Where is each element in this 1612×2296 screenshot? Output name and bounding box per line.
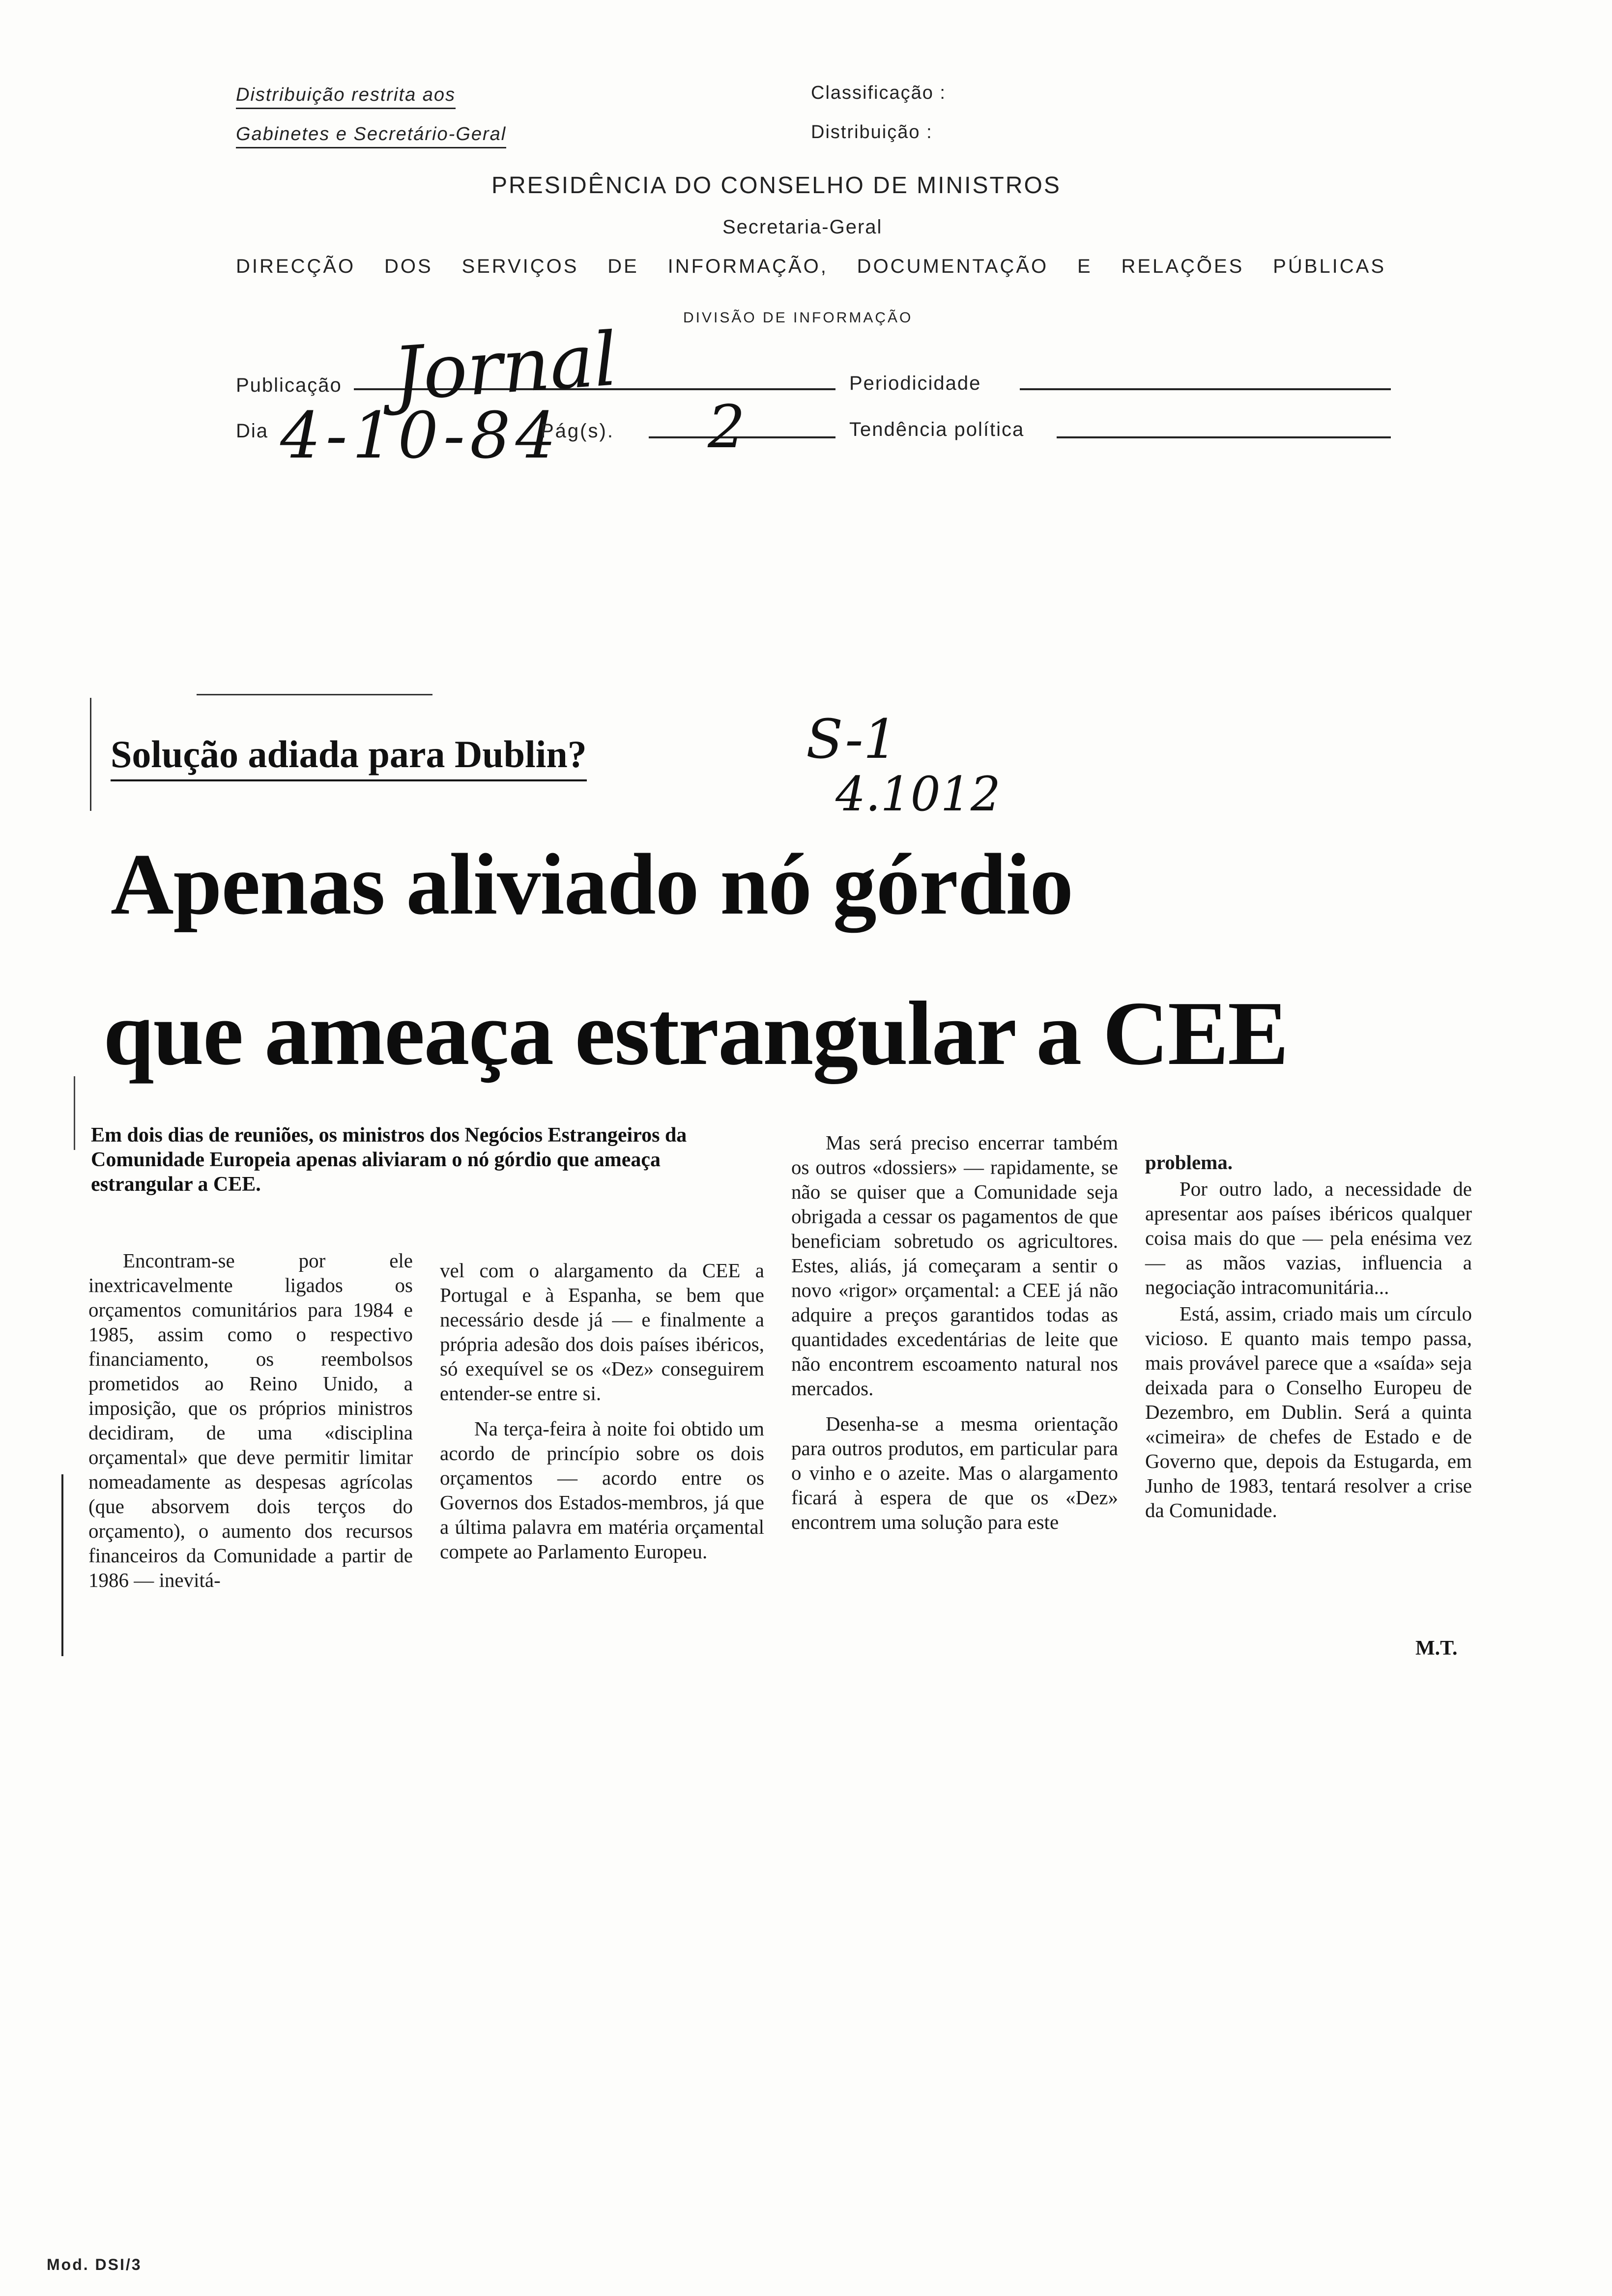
- clipping-edge-column-1: [61, 1474, 63, 1656]
- restriction-line-2: Gabinetes e Secretário-Geral: [236, 124, 506, 148]
- handwritten-note-line-2: 4.1012: [835, 767, 1001, 822]
- article-column-1: [88, 1248, 413, 1592]
- day-handwritten: 4-10-84: [280, 398, 561, 473]
- division: DIVISÃO DE INFORMAÇÃO: [683, 310, 913, 326]
- political-field-line: [1057, 436, 1391, 438]
- org-title: PRESIDÊNCIA DO CONSELHO DE MINISTROS: [491, 172, 1061, 199]
- article-kicker: Solução adiada para Dublin?: [111, 732, 587, 781]
- article-signature: M.T.: [1415, 1637, 1458, 1660]
- column-4-paragraph-1: problema.: [1145, 1151, 1233, 1174]
- publication-label: Publicação: [236, 374, 342, 396]
- form-model-number: Mod. DSI/3: [47, 2256, 142, 2273]
- column-4-paragraph-2: Por outro lado, a necessidade de apresentar aos países ibéricos qualquer coisa mais do que — pela enésima vez — as mãos vazias, influencia a negociação intracomunitária...: [1145, 1177, 1472, 1298]
- day-label: Dia: [236, 420, 269, 442]
- column-3-paragraph-1: Mas será preciso encerrar também os outros «dossiers» — rapidamente, se não se quiser que a Comunidade seja obrigada a cessar os pagamentos de que beneficiam sobretudo os agricultores. Estes, aliás, já começaram a sentir o novo «rigor» orçamental: a CEE já não adquire a preços garantidos todas as quantidades excedentárias de leite que não encontrem escoamento natural nos mercados.: [791, 1131, 1118, 1400]
- political-tendency-label: Tendência política: [849, 419, 1025, 440]
- periodicity-field-line: [1020, 388, 1391, 390]
- pages-label: Pág(s).: [541, 420, 614, 442]
- clipping-edge-left-lower: [74, 1076, 75, 1150]
- clipping-rule-top: [197, 694, 432, 695]
- article-column-2: [440, 1258, 764, 1564]
- clipping-edge-left: [90, 698, 91, 811]
- headline-line-1: Apenas aliviado nó górdio: [111, 835, 1073, 933]
- classification-label: Classificação :: [811, 83, 946, 103]
- directorate: DIRECÇÃO DOS SERVIÇOS DE INFORMAÇÃO, DOCUMENTAÇÃO E RELAÇÕES PÚBLICAS: [236, 256, 1386, 277]
- distribution-label: Distribuição :: [811, 122, 933, 143]
- periodicity-label: Periodicidade: [849, 373, 981, 394]
- article-column-3: [791, 1130, 1118, 1534]
- restriction-line-1: Distribuição restrita aos: [236, 85, 456, 109]
- column-1-paragraph-1: Encontram-se por ele inextricavelmente ligados os orçamentos comunitários para 1984 e 1985, assim como o respectivo financiamento, os reembolsos prometidos ao Reino Unido, a imposição, que os próprios ministros decidiram, de uma «disciplina orçamental» que deve permitir limitar nomeadamente as despesas agrícolas (que absorvem dois terços do orçamento), o aumento dos recursos financeiros da Comunidade a partir de 1986 — inevitá-: [88, 1249, 413, 1591]
- publication-handwritten: Jornal: [390, 316, 620, 418]
- column-4-paragraph-3: Está, assim, criado mais um círculo vicioso. E quanto mais tempo passa, mais provável parece que a «saída» seja deixada para o Conselho Europeu de Dezembro, em Dublin. Será a quinta «cimeira» de chefes de Estado e de Governo que, depois da Estugarda, em Junho de 1983, tentará resolver a crise da Comunidade.: [1145, 1302, 1472, 1521]
- article-lead: Em dois dias de reuniões, os ministros dos Negócios Estrangeiros da Comunidade Europeia apenas aliviaram o nó górdio que ameaça estrangular a CEE.: [91, 1124, 687, 1196]
- secretariat: Secretaria-Geral: [722, 216, 883, 238]
- headline-line-2: que ameaça estrangular a CEE: [103, 983, 1288, 1084]
- column-3-paragraph-2: Desenha-se a mesma orientação para outros produtos, em particular para o vinho e o azeite. Mas o alargamento ficará à espera de que os «Dez» encontrem uma solução para este: [791, 1412, 1118, 1533]
- pages-handwritten: 2: [708, 393, 746, 461]
- column-2-paragraph-1: vel com o alargamento da CEE a Portugal e à Espanha, se bem que necessário desde já — e finalmente a própria adesão dos dois países ibéricos, só exequível se os «Dez» conseguirem entender-se entre si.: [440, 1259, 764, 1405]
- column-2-paragraph-2: Na terça-feira à noite foi obtido um acordo de princípio sobre os dois orçamentos — acordo entre os Governos dos Estados-membros, já que a última palavra em matéria orçamental compete ao Parlamento Europeu.: [440, 1417, 764, 1563]
- handwritten-note-line-1: S-1: [806, 708, 898, 771]
- article-column-4: [1145, 1150, 1472, 1522]
